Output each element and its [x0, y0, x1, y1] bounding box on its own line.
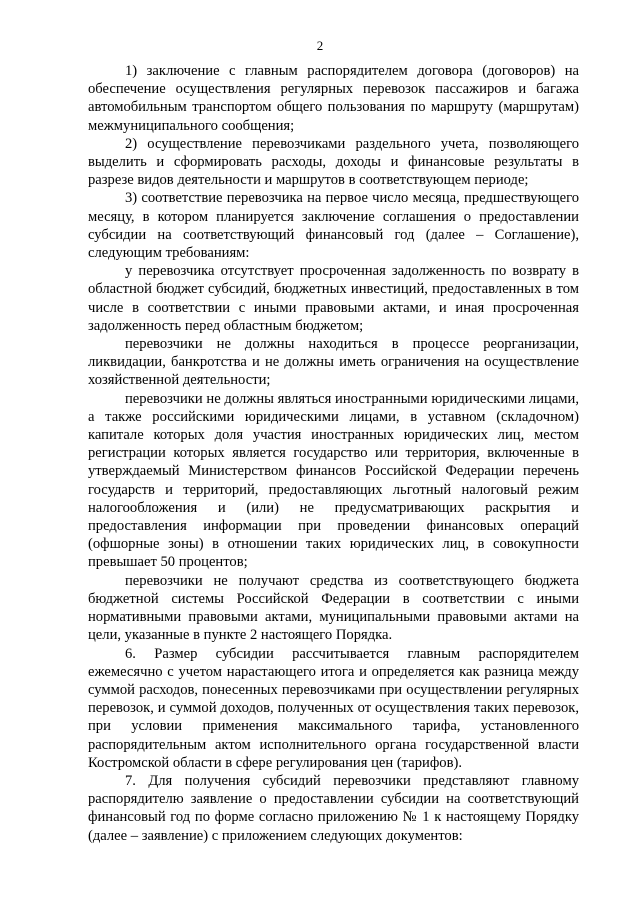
document-body	[88, 62, 579, 845]
paragraph-subsidy-amount: 6. Размер субсидии рассчитывается главным распорядителем ежемесячно с учетом нарастающего итога и определяется как разница между суммой расходов, понесенных перевозчиками при осуществлении регулярных перевозок, и суммой доходов, полученных от осуществления таких перевозок, при условии применения максимального тарифа, установленного распорядительным актом исполнительного органа государственной власти Костромской области в сфере регулирования цен (тарифов).	[88, 645, 579, 771]
paragraph-not-foreign-entities: перевозчики не должны являться иностранными юридическими лицами, а также российскими юридическими лицами, в уставном (складочном) капитале которых доля участия иностранных юридических лиц, местом регистрации которых является государство или территория, включенные в утверждаемый Министерством финансов Российской Федерации перечень государств и территорий, предоставляющих льготный налоговый режим налогообложения и (или) не предусматривающих раскрытия и предоставления информации при проведении финансовых операций (офшорные зоны) в отношении таких юридических лиц, в совокупности превышает 50 процентов;	[88, 390, 579, 571]
paragraph-separate-accounting: 2) осуществление перевозчиками раздельного учета, позволяющего выделить и сформировать расходы, доходы и финансовые результаты в разрезе видов деятельности и маршрутов в соответствующем периоде;	[88, 135, 579, 189]
paragraph-no-other-budget-funds: перевозчики не получают средства из соответствующего бюджета бюджетной системы Российской Федерации в соответствии с иными нормативными правовыми актами, муниципальными правовыми актами на цели, указанные в пункте 2 настоящего Порядка.	[88, 572, 579, 644]
page-number: 2	[316, 38, 324, 53]
paragraph-contract-conclusion: 1) заключение с главным распорядителем договора (договоров) на обеспечение осуществления регулярных перевозок пассажиров и багажа автомобильным транспортом общего пользования по маршруту (маршрутам) межмуниципального сообщения;	[88, 63, 579, 134]
paragraph-no-overdue-debt: у перевозчика отсутствует просроченная задолженность по возврату в областной бюджет субсидий, бюджетных инвестиций, предоставленных в том числе в соответствии с иными правовыми актами, и иная просроченная задолженность перед областным бюджетом;	[88, 263, 579, 334]
paragraph-no-reorganization: перевозчики не должны находиться в процессе реорганизации, ликвидации, банкротства и не должны иметь ограничения на осуществление хозяйственной деятельности;	[88, 336, 579, 389]
paragraph-subsidy-application: 7. Для получения субсидий перевозчики представляют главному распорядителю заявление о предоставлении субсидии на соответствующий финансовый год по форме согласно приложению № 1 к настоящему Порядку (далее – заявление) с приложением следующих документов:	[88, 772, 579, 844]
paragraph-carrier-compliance: 3) соответствие перевозчика на первое число месяца, предшествующего месяцу, в котором планируется заключение соглашения о предоставлении субсидии на соответствующий финансовый год (далее – Соглашение), следующим требованиям:	[88, 190, 579, 262]
